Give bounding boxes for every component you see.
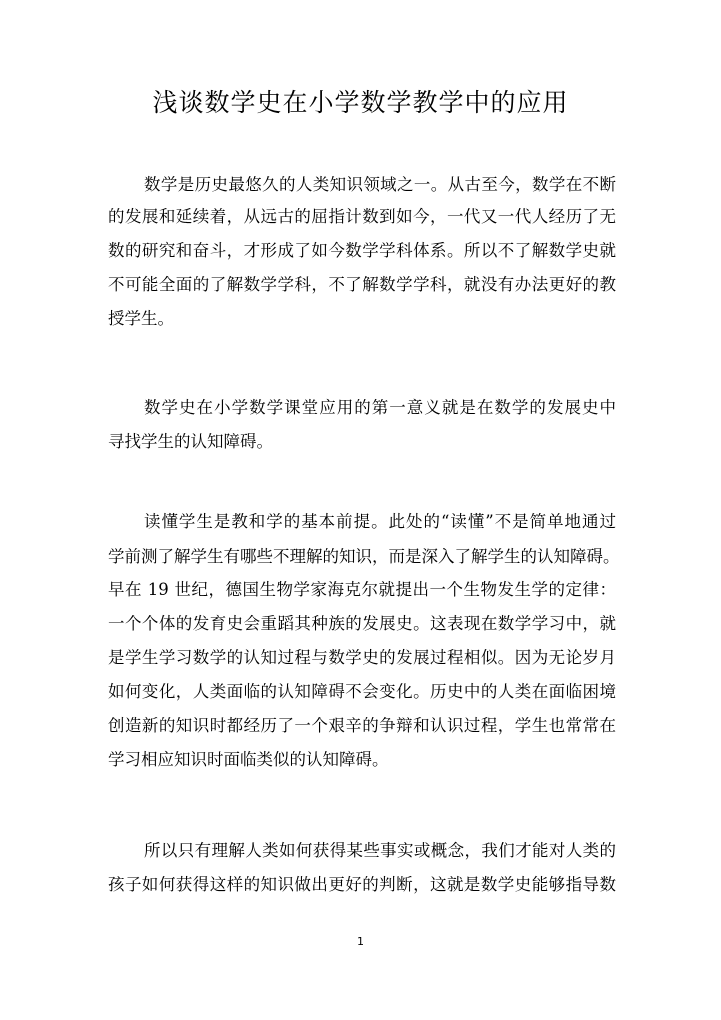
paragraph-1-line-2: 的发展和延续着，从远古的屈指计数到如今，一代又一代人经历了无: [108, 207, 616, 226]
paragraph-2-line-2: 寻找学生的认知障碍。: [108, 432, 273, 451]
paragraph-3-line-6: 如何变化，人类面临的认知障碍不会变化。历史中的人类在面临困境: [108, 682, 616, 701]
paragraph-1-line-1: 数学是历史最悠久的人类知识领域之一。从古至今，数学在不断: [144, 175, 616, 194]
paragraph-3-line-3: 早在 19 世纪，德国生物学家海克尔就提出一个生物发生学的定律：: [108, 580, 616, 599]
paragraph-2-line-1: 数学史在小学数学课堂应用的第一意义就是在数学的发展史中: [144, 398, 616, 417]
paragraph-1-line-5: 授学生。: [108, 309, 174, 328]
paragraph-3-line-2: 学前测了解学生有哪些不理解的知识，而是深入了解学生的认知障碍。: [108, 547, 620, 566]
paragraph-1-line-3: 数的研究和奋斗，才形成了如今数学学科体系。所以不了解数学史就: [108, 241, 616, 260]
paragraph-3-line-8: 学习相应知识时面临类似的认知障碍。: [108, 750, 389, 769]
paragraph-4-line-2: 孩子如何获得这样的知识做出更好的判断，这就是数学史能够指导数: [108, 875, 616, 894]
document-title: 浅谈数学史在小学数学教学中的应用: [152, 88, 569, 117]
paragraph-1-line-4: 不可能全面的了解数学学科，不了解数学学科，就没有办法更好的教: [108, 275, 616, 294]
paragraph-4-line-1: 所以只有理解人类如何获得某些事实或概念，我们才能对人类的: [144, 841, 616, 860]
page-number: 1: [357, 935, 364, 948]
paragraph-3-line-5: 是学生学习数学的认知过程与数学史的发展过程相似。因为无论岁月: [108, 648, 616, 667]
paragraph-3-line-7: 创造新的知识时都经历了一个艰辛的争辩和认识过程，学生也常常在: [108, 716, 616, 735]
paragraph-3-line-1: 读懂学生是教和学的基本前提。此处的“读懂”不是简单地通过: [144, 512, 616, 531]
paragraph-3-line-4: 一个个体的发育史会重蹈其种族的发展史。这表现在数学学习中，就: [108, 614, 616, 633]
